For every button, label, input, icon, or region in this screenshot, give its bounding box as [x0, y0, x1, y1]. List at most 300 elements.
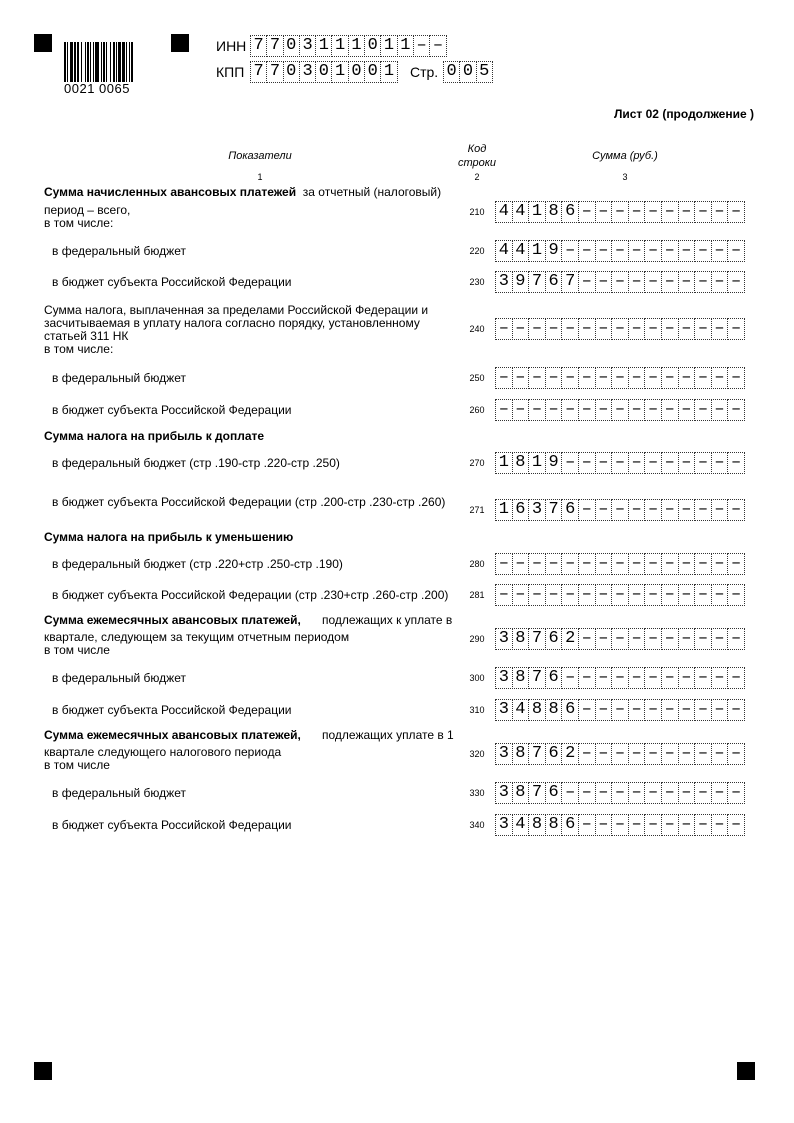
value-char-cell: – [595, 201, 613, 223]
row-320-label-line3: в том числе [44, 758, 110, 772]
kpp-label: КПП [216, 64, 245, 80]
value-char-cell: – [595, 553, 613, 575]
value-char-cell: – [595, 699, 613, 721]
value-char-cell: – [495, 399, 513, 421]
value-char-cell: – [711, 743, 729, 765]
row-290-label-line2: квартале, следующем за текущим отчетным периодом [44, 630, 350, 644]
char-cell: 3 [299, 35, 316, 57]
value-char-cell: – [661, 240, 679, 262]
value-char-cell: – [578, 553, 596, 575]
value-char-cell: – [678, 499, 696, 521]
value-char-cell: – [711, 782, 729, 804]
row-300-value-cells [495, 667, 744, 689]
value-char-cell: – [694, 743, 712, 765]
value-char-cell: – [528, 367, 546, 389]
value-char-cell: 8 [545, 814, 563, 836]
value-char-cell: – [711, 814, 729, 836]
value-char-cell: – [578, 699, 596, 721]
row-281-code: 281 [469, 590, 485, 600]
value-char-cell: – [644, 271, 662, 293]
column-number-2: 2 [474, 172, 480, 182]
value-char-cell: 7 [545, 499, 563, 521]
value-char-cell: – [727, 667, 745, 689]
char-cell: 0 [459, 61, 476, 83]
row-290-value-cells [495, 628, 744, 650]
value-char-cell: 7 [528, 628, 546, 650]
value-char-cell: – [644, 814, 662, 836]
row-290-label-line3: в том числе [44, 643, 110, 657]
value-char-cell: – [694, 782, 712, 804]
value-char-cell: – [661, 318, 679, 340]
value-char-cell: – [628, 499, 646, 521]
value-char-cell: 6 [545, 743, 563, 765]
value-char-cell: – [644, 628, 662, 650]
value-char-cell: – [727, 452, 745, 474]
value-char-cell: – [661, 499, 679, 521]
value-char-cell: 7 [528, 667, 546, 689]
row-330-code: 330 [469, 788, 485, 798]
value-char-cell: – [727, 699, 745, 721]
row-281-value-cells [495, 584, 744, 606]
value-char-cell: – [711, 699, 729, 721]
row-310-code: 310 [469, 705, 485, 715]
value-char-cell: – [678, 367, 696, 389]
row-250-value-cells [495, 367, 744, 389]
value-char-cell: 8 [512, 743, 530, 765]
value-char-cell: – [561, 452, 579, 474]
value-char-cell: – [495, 318, 513, 340]
value-char-cell: – [578, 814, 596, 836]
value-char-cell: – [694, 628, 712, 650]
value-char-cell: – [595, 667, 613, 689]
value-char-cell: – [727, 743, 745, 765]
row-210-label-tail: за отчетный (налоговый) [302, 185, 442, 199]
row-330-value-cells [495, 782, 744, 804]
value-char-cell: 4 [495, 201, 513, 223]
row-210-label-bold: Сумма начисленных авансовых платежей [44, 185, 297, 199]
value-char-cell: 7 [528, 743, 546, 765]
value-char-cell: – [727, 240, 745, 262]
inn-label: ИНН [216, 38, 247, 54]
value-char-cell: – [512, 553, 530, 575]
value-char-cell: 3 [495, 271, 513, 293]
value-char-cell: – [611, 584, 629, 606]
value-char-cell: – [595, 271, 613, 293]
row-340-code: 340 [469, 820, 485, 830]
value-char-cell: – [611, 240, 629, 262]
value-char-cell: – [611, 553, 629, 575]
value-char-cell: – [578, 628, 596, 650]
row-320-label-bold: Сумма ежемесячных авансовых платежей, [44, 728, 301, 742]
value-char-cell: – [727, 782, 745, 804]
char-cell: 1 [315, 35, 332, 57]
value-char-cell: 4 [512, 814, 530, 836]
value-char-cell: – [611, 452, 629, 474]
corner-marker-bottom-right [737, 1062, 755, 1080]
value-char-cell: – [512, 367, 530, 389]
value-char-cell: 1 [495, 452, 513, 474]
value-char-cell: – [561, 553, 579, 575]
row-340-label: в бюджет субъекта Российской Федерации [52, 818, 292, 832]
row-270-value-cells [495, 452, 744, 474]
value-char-cell: 6 [561, 201, 579, 223]
value-char-cell: – [644, 667, 662, 689]
value-char-cell: – [711, 271, 729, 293]
value-char-cell: – [611, 201, 629, 223]
value-char-cell: – [628, 628, 646, 650]
value-char-cell: 6 [561, 699, 579, 721]
value-char-cell: – [644, 782, 662, 804]
value-char-cell: – [661, 699, 679, 721]
value-char-cell: – [545, 584, 563, 606]
value-char-cell: – [628, 318, 646, 340]
value-char-cell: 7 [561, 271, 579, 293]
value-char-cell: – [711, 452, 729, 474]
value-char-cell: – [678, 452, 696, 474]
value-char-cell: – [644, 452, 662, 474]
value-char-cell: – [727, 628, 745, 650]
value-char-cell: – [528, 399, 546, 421]
row-210-value-cells [495, 201, 744, 223]
value-char-cell: – [678, 814, 696, 836]
value-char-cell: – [711, 399, 729, 421]
row-240-code: 240 [469, 324, 485, 334]
value-char-cell: – [644, 553, 662, 575]
value-char-cell: 3 [495, 667, 513, 689]
value-char-cell: – [578, 667, 596, 689]
value-char-cell: 3 [495, 814, 513, 836]
value-char-cell: – [711, 553, 729, 575]
value-char-cell: – [595, 452, 613, 474]
value-char-cell: – [644, 201, 662, 223]
value-char-cell: 4 [512, 699, 530, 721]
value-char-cell: – [711, 201, 729, 223]
value-char-cell: – [628, 699, 646, 721]
value-char-cell: – [611, 499, 629, 521]
value-char-cell: – [595, 399, 613, 421]
value-char-cell: – [711, 584, 729, 606]
value-char-cell: – [694, 699, 712, 721]
value-char-cell: – [578, 240, 596, 262]
value-char-cell: 3 [495, 743, 513, 765]
value-char-cell: – [528, 318, 546, 340]
value-char-cell: – [678, 782, 696, 804]
value-char-cell: – [495, 367, 513, 389]
value-char-cell: – [512, 318, 530, 340]
row-310-label: в бюджет субъекта Российской Федерации [52, 703, 292, 717]
value-char-cell: 6 [545, 271, 563, 293]
row-210-label-line3: в том числе: [44, 216, 114, 230]
value-char-cell: 6 [545, 782, 563, 804]
value-char-cell: – [578, 584, 596, 606]
value-char-cell: – [628, 584, 646, 606]
value-char-cell: – [661, 782, 679, 804]
value-char-cell: – [561, 782, 579, 804]
value-char-cell: – [561, 667, 579, 689]
row-210-label [44, 186, 464, 199]
value-char-cell: – [678, 743, 696, 765]
row-270-label: в федеральный бюджет (стр .190-стр .220-стр .250) [52, 456, 340, 470]
value-char-cell: – [661, 452, 679, 474]
row-310-value-cells [495, 699, 744, 721]
value-char-cell: 4 [512, 201, 530, 223]
value-char-cell: 6 [561, 499, 579, 521]
value-char-cell: – [578, 743, 596, 765]
row-320-label-line2: квартале следующего налогового периода [44, 745, 282, 759]
value-char-cell: – [561, 584, 579, 606]
value-char-cell: – [644, 240, 662, 262]
value-char-cell: – [678, 271, 696, 293]
row-300-code: 300 [469, 673, 485, 683]
char-cell: 3 [299, 61, 316, 83]
row-270-code: 270 [469, 458, 485, 468]
value-char-cell: 8 [545, 699, 563, 721]
value-char-cell: 8 [528, 814, 546, 836]
row-280-code: 280 [469, 559, 485, 569]
value-char-cell: 4 [512, 240, 530, 262]
value-char-cell: – [595, 628, 613, 650]
row-220-code: 220 [469, 246, 485, 256]
value-char-cell: – [711, 240, 729, 262]
value-char-cell: – [595, 743, 613, 765]
row-260-value-cells [495, 399, 744, 421]
row-330-label: в федеральный бюджет [52, 786, 186, 800]
value-char-cell: – [727, 584, 745, 606]
value-char-cell: 3 [528, 499, 546, 521]
value-char-cell: – [628, 782, 646, 804]
corner-marker-top-center [171, 34, 189, 52]
value-char-cell: – [678, 584, 696, 606]
column-number-1: 1 [257, 172, 263, 182]
value-char-cell: 6 [545, 628, 563, 650]
value-char-cell: – [661, 399, 679, 421]
value-char-cell: – [644, 699, 662, 721]
value-char-cell: – [595, 814, 613, 836]
value-char-cell: – [678, 201, 696, 223]
value-char-cell: – [495, 553, 513, 575]
value-char-cell: – [694, 667, 712, 689]
row-260-code: 260 [469, 405, 485, 415]
value-char-cell: – [611, 743, 629, 765]
row-320-value-cells [495, 743, 744, 765]
value-char-cell: 6 [561, 814, 579, 836]
value-char-cell: – [545, 367, 563, 389]
value-char-cell: – [694, 584, 712, 606]
section-tax-payable: Сумма налога на прибыль к доплате [44, 429, 265, 443]
value-char-cell: – [578, 782, 596, 804]
value-char-cell: – [727, 814, 745, 836]
value-char-cell: 1 [528, 201, 546, 223]
value-char-cell: 8 [512, 667, 530, 689]
value-char-cell: 8 [545, 201, 563, 223]
value-char-cell: – [578, 201, 596, 223]
value-char-cell: 7 [528, 782, 546, 804]
value-char-cell: – [694, 271, 712, 293]
column-header-indicators: Показатели [228, 150, 292, 162]
row-280-label: в федеральный бюджет (стр .220+стр .250-стр .190) [52, 557, 343, 571]
char-cell: 0 [364, 35, 381, 57]
row-271-code: 271 [469, 505, 485, 515]
row-290-code: 290 [469, 634, 485, 644]
row-240-label-line2: засчитываемая в уплату налога согласно порядку, установленному [44, 316, 420, 330]
value-char-cell: – [678, 699, 696, 721]
value-char-cell: – [628, 553, 646, 575]
value-char-cell: 7 [528, 271, 546, 293]
value-char-cell: – [661, 367, 679, 389]
value-char-cell: – [611, 814, 629, 836]
column-header-code-line2: строки [457, 157, 497, 169]
char-cell: 7 [250, 35, 267, 57]
value-char-cell: 2 [561, 628, 579, 650]
char-cell: 7 [250, 61, 267, 83]
value-char-cell: – [727, 399, 745, 421]
value-char-cell: – [628, 367, 646, 389]
value-char-cell: – [628, 743, 646, 765]
value-char-cell: – [711, 367, 729, 389]
row-290-label-tail: подлежащих к уплате в [322, 613, 453, 627]
corner-marker-bottom-left [34, 1062, 52, 1080]
value-char-cell: – [595, 318, 613, 340]
value-char-cell: – [727, 201, 745, 223]
char-cell: 0 [348, 61, 365, 83]
barcode-number: 0021 0065 [64, 81, 130, 96]
row-230-value-cells [495, 271, 744, 293]
char-cell: 0 [364, 61, 381, 83]
value-char-cell: – [678, 667, 696, 689]
value-char-cell: – [678, 399, 696, 421]
value-char-cell: – [678, 318, 696, 340]
value-char-cell: – [661, 628, 679, 650]
char-cell: 1 [331, 35, 348, 57]
value-char-cell: – [727, 271, 745, 293]
row-230-code: 230 [469, 277, 485, 287]
value-char-cell: – [628, 667, 646, 689]
value-char-cell: – [694, 201, 712, 223]
page-label: Стр. [410, 64, 439, 80]
column-header-code-line1: Код [467, 143, 487, 155]
value-char-cell: – [595, 584, 613, 606]
char-cell: 1 [397, 35, 414, 57]
row-250-code: 250 [469, 373, 485, 383]
value-char-cell: – [711, 499, 729, 521]
value-char-cell: – [711, 667, 729, 689]
value-char-cell: – [545, 553, 563, 575]
value-char-cell: 4 [495, 240, 513, 262]
value-char-cell: – [561, 399, 579, 421]
value-char-cell: – [727, 499, 745, 521]
value-char-cell: – [611, 699, 629, 721]
row-290-label-bold: Сумма ежемесячных авансовых платежей, [44, 613, 301, 627]
value-char-cell: 6 [545, 667, 563, 689]
value-char-cell: – [595, 782, 613, 804]
char-cell: 0 [443, 61, 460, 83]
value-char-cell: – [678, 553, 696, 575]
char-cell: 0 [315, 61, 332, 83]
value-char-cell: – [528, 584, 546, 606]
value-char-cell: – [628, 452, 646, 474]
value-char-cell: 1 [528, 240, 546, 262]
value-char-cell: – [528, 553, 546, 575]
value-char-cell: – [661, 584, 679, 606]
value-char-cell: – [661, 553, 679, 575]
value-char-cell: – [694, 240, 712, 262]
row-271-value-cells [495, 499, 744, 521]
row-320-code: 320 [469, 749, 485, 759]
value-char-cell: – [694, 553, 712, 575]
row-320-label-tail: подлежащих уплате в 1 [322, 728, 454, 742]
value-char-cell: – [578, 318, 596, 340]
value-char-cell: – [628, 399, 646, 421]
value-char-cell: – [611, 399, 629, 421]
value-char-cell: – [595, 367, 613, 389]
section-tax-reduction: Сумма налога на прибыль к уменьшению [44, 530, 294, 544]
row-240-label-line3: статьей 311 НК [44, 329, 129, 343]
row-300-label: в федеральный бюджет [52, 671, 186, 685]
char-cell: 1 [331, 61, 348, 83]
char-cell: 0 [283, 35, 300, 57]
char-cell: 1 [380, 61, 397, 83]
value-char-cell: – [595, 499, 613, 521]
value-char-cell: 3 [495, 782, 513, 804]
row-260-label: в бюджет субъекта Российской Федерации [52, 403, 292, 417]
value-char-cell: – [694, 318, 712, 340]
value-char-cell: – [644, 367, 662, 389]
inn-cells [250, 35, 446, 57]
value-char-cell: – [628, 240, 646, 262]
sheet-title: Лист 02 (продолжение ) [613, 107, 754, 121]
value-char-cell: – [644, 399, 662, 421]
char-cell: – [413, 35, 430, 57]
value-char-cell: – [611, 271, 629, 293]
value-char-cell: – [711, 318, 729, 340]
value-char-cell: – [611, 367, 629, 389]
value-char-cell: – [578, 367, 596, 389]
value-char-cell: – [711, 628, 729, 650]
value-char-cell: – [661, 271, 679, 293]
value-char-cell: – [611, 667, 629, 689]
kpp-cells [250, 61, 397, 83]
value-char-cell: – [661, 201, 679, 223]
row-271-label: в бюджет субъекта Российской Федерации (стр .200-стр .230-стр .260) [52, 495, 446, 509]
row-240-value-cells [495, 318, 744, 340]
value-char-cell: – [578, 271, 596, 293]
value-char-cell: 1 [528, 452, 546, 474]
value-char-cell: 9 [545, 452, 563, 474]
row-340-value-cells [495, 814, 744, 836]
value-char-cell: 1 [495, 499, 513, 521]
value-char-cell: 3 [495, 628, 513, 650]
row-281-label: в бюджет субъекта Российской Федерации (стр .230+стр .260-стр .200) [52, 588, 449, 602]
value-char-cell: – [644, 499, 662, 521]
value-char-cell: 9 [545, 240, 563, 262]
char-cell: 5 [476, 61, 493, 83]
corner-marker-top-left [34, 34, 52, 52]
row-240-label-line4: в том числе: [44, 342, 114, 356]
value-char-cell: – [661, 667, 679, 689]
char-cell: 1 [380, 35, 397, 57]
row-280-value-cells [495, 553, 744, 575]
value-char-cell: – [545, 399, 563, 421]
value-char-cell: – [628, 271, 646, 293]
value-char-cell: – [727, 367, 745, 389]
value-char-cell: 3 [495, 699, 513, 721]
value-char-cell: – [495, 584, 513, 606]
value-char-cell: 8 [512, 628, 530, 650]
barcode [64, 42, 156, 96]
value-char-cell: – [611, 628, 629, 650]
value-char-cell: – [578, 499, 596, 521]
value-char-cell: – [512, 399, 530, 421]
